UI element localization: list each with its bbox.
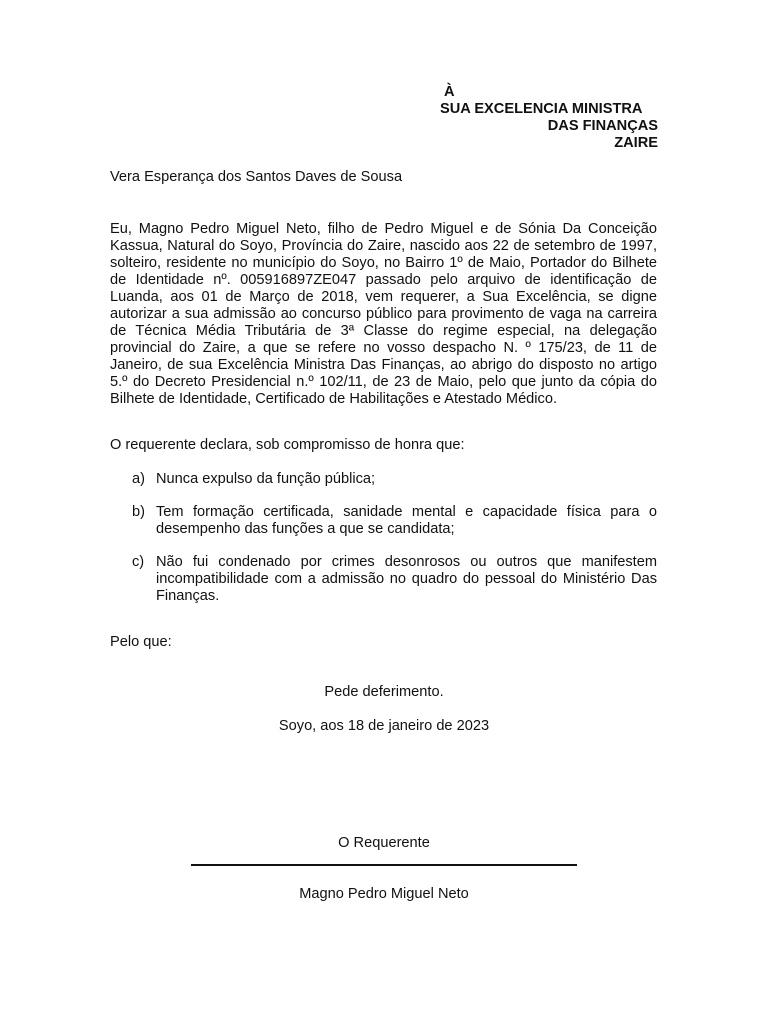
declaration-list [110,471,657,620]
signature-line [191,864,577,866]
requerente-label: O Requerente [338,835,430,851]
list-item-marker: b) [132,503,145,520]
addressee-line-3: DAS FINANÇAS [547,118,658,134]
list-item-text: Não fui condenado por crimes desonrosos ou outros que manifestem incompatibilidade com a admissão no quadro do pessoal do Ministério Das Finanças. [156,553,657,604]
place-date: Soyo, aos 18 de janeiro de 2023 [278,718,490,734]
list-item-text: Tem formação certificada, sanidade mental e capacidade física para o desempenho das funções a que se candidata; [156,503,657,537]
pelo-que-label: Pelo que: [110,634,172,650]
list-item-marker: c) [132,553,145,570]
request-paragraph: Eu, Magno Pedro Miguel Neto, filho de Pedro Miguel e de Sónia Da Conceição Kassua, Natural do Soyo, Província do Zaire, nascido aos 22 de setembro de 1997, solteiro, residente no município do Soyo, no Bairro 1º de Maio, Portador do Bilhete de Identidade nº. 005916897ZE047 passado pelo arquivo de identificação de Luanda, aos 01 de Março de 2018, vem requerer, a Sua Excelência, se digne autorizar a sua admissão ao concurso público para provimento de vaga na carreira de Técnica Média Tributária de 3ª Classe do regime especial, na delegação provincial do Zaire, a que se refere no vosso despacho N. º 175/23, de 11 de Janeiro, de sua Excelência Ministra Das Finanças, ao abrigo do disposto no artigo 5.º do Decreto Presidencial n.º 102/11, de 23 de Maio, pelo que junto da cópia do Bilhete de Identidade, Certificado de Habilitações e Atestado Médico. [110,221,657,407]
sender-name: Vera Esperança dos Santos Daves de Sousa [110,169,403,185]
list-item-marker: a) [132,471,145,487]
list-item [110,471,657,488]
addressee-line-2: SUA EXCELENCIA MINISTRA [440,101,643,117]
addressee-block [440,84,658,152]
list-item [110,554,657,605]
addressee-line-1: À [444,84,455,100]
addressee-line-4: ZAIRE [614,135,658,151]
list-item [110,504,657,538]
list-item-text: Nunca expulso da função pública; [156,471,376,487]
signatory-name: Magno Pedro Miguel Neto [299,886,469,902]
declaration-intro: O requerente declara, sob compromisso de honra que: [110,437,465,453]
deferimento-text: Pede deferimento. [324,684,444,700]
